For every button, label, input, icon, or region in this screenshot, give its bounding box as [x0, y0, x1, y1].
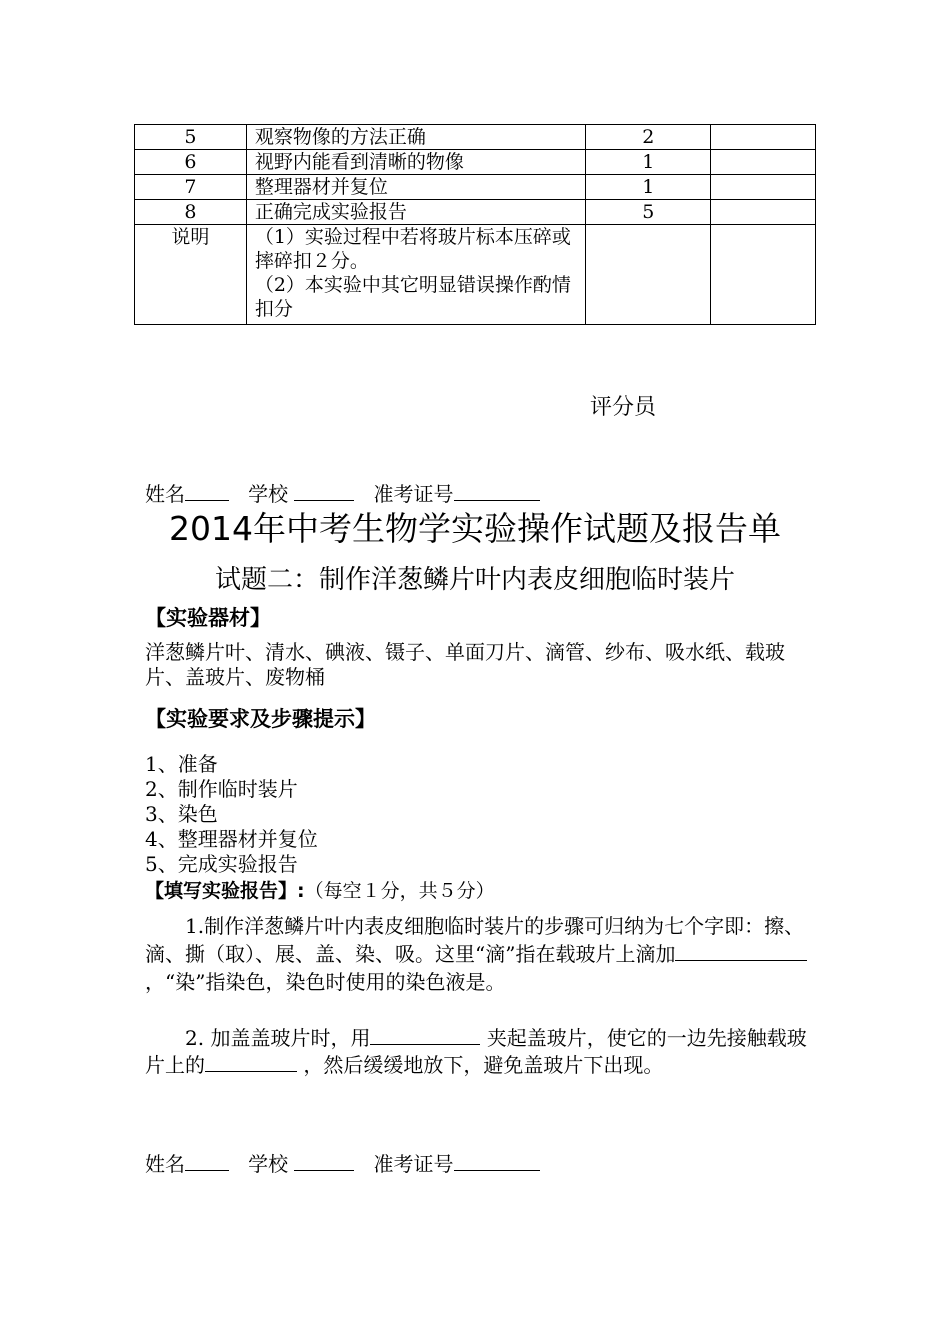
note-obtained: [711, 225, 816, 325]
row-obtained: [711, 175, 816, 200]
row-item: 视野内能看到清晰的物像: [246, 150, 585, 175]
grader-label: 评分员: [590, 395, 657, 420]
list-item: 1、准备: [145, 752, 218, 776]
q2-text-c: ，然后缓缓地放下，避免盖玻片下出现: [303, 1053, 644, 1077]
school-label: 学校: [248, 482, 289, 506]
exam-id-label: 准考证号: [373, 1152, 454, 1176]
score-table: [134, 124, 816, 325]
q1-text-c: 。: [485, 970, 506, 994]
row-item: 正确完成实验报告: [246, 200, 585, 225]
note-2: （2）本实验中其它明显错误操作酌情扣分: [254, 274, 571, 320]
row-score: 2: [586, 125, 711, 150]
row-item: 整理器材并复位: [246, 175, 585, 200]
list-item: 2、制作临时装片: [145, 777, 298, 801]
row-score: 5: [586, 200, 711, 225]
note-label: 说明: [135, 225, 247, 325]
q2-text-d: 。: [643, 1053, 664, 1077]
table-row: [135, 125, 816, 150]
note-score: [586, 225, 711, 325]
table-row: [135, 150, 816, 175]
row-score: 1: [586, 150, 711, 175]
row-score: 1: [586, 175, 711, 200]
name-blank[interactable]: [185, 1150, 229, 1171]
table-row: [135, 200, 816, 225]
steps-list: [145, 752, 318, 877]
row-obtained: [711, 150, 816, 175]
list-item: 5、完成实验报告: [145, 852, 298, 876]
row-number: 6: [135, 150, 247, 175]
row-obtained: [711, 200, 816, 225]
exam-id-label: 准考证号: [373, 482, 454, 506]
note-1: （1）实验过程中若将玻片标本压碎或摔碎扣２分。: [254, 226, 571, 272]
row-number: 7: [135, 175, 247, 200]
name-blank[interactable]: [185, 480, 229, 501]
row-obtained: [711, 125, 816, 150]
exam-id-blank[interactable]: [454, 1150, 540, 1171]
question-1: [145, 912, 815, 996]
q2-text-a: 2. 加盖盖玻片时，用: [185, 1026, 371, 1050]
name-label: 姓名: [145, 1152, 185, 1176]
report-scoring: （每空１分，共５分）: [304, 880, 495, 902]
q2-text-b: 夹起盖玻片，使它的一边先接触载玻片上的: [145, 1026, 807, 1077]
q1-text-a: 1.制作洋葱鳞片叶内表皮细胞临时装片的步骤可归纳为七个字即：擦、滴、撕（取）、展、盖、染、吸。这里“滴”指在载玻片上滴加: [145, 914, 805, 966]
question-2: [145, 1024, 815, 1078]
page-title: 2014年中考生物学实验操作试题及报告单: [169, 509, 781, 548]
school-blank[interactable]: [294, 480, 354, 501]
report-heading: 【填写实验报告】:: [145, 880, 305, 902]
table-row: [135, 175, 816, 200]
answer-blank-2[interactable]: [370, 1024, 480, 1045]
table-row-note: [135, 225, 816, 325]
materials-text: 洋葱鳞片叶、清水、碘液、镊子、单面刀片、滴管、纱布、吸水纸、载玻片、盖玻片、废物桶: [145, 640, 785, 689]
list-item: 3、染色: [145, 802, 218, 826]
row-item: 观察物像的方法正确: [246, 125, 585, 150]
exam-id-blank[interactable]: [454, 480, 540, 501]
materials-heading: 【实验器材】: [145, 606, 271, 630]
answer-blank-3[interactable]: [205, 1051, 297, 1072]
school-blank[interactable]: [294, 1150, 354, 1171]
list-item: 4、整理器材并复位: [145, 827, 318, 851]
info-line: [145, 480, 540, 507]
row-number: 8: [135, 200, 247, 225]
report-heading-line: [145, 876, 495, 903]
name-label: 姓名: [145, 482, 185, 506]
school-label: 学校: [248, 1152, 289, 1176]
steps-heading: 【实验要求及步骤提示】: [145, 707, 376, 731]
note-text: [246, 225, 585, 325]
row-number: 5: [135, 125, 247, 150]
info-line-bottom: [145, 1150, 540, 1177]
page-subtitle: 试题二：制作洋葱鳞片叶内表皮细胞临时装片: [214, 565, 735, 595]
answer-blank-1[interactable]: [675, 940, 807, 961]
q1-text-b: ，“染”指染色，染色时使用的染色液是: [145, 970, 486, 994]
